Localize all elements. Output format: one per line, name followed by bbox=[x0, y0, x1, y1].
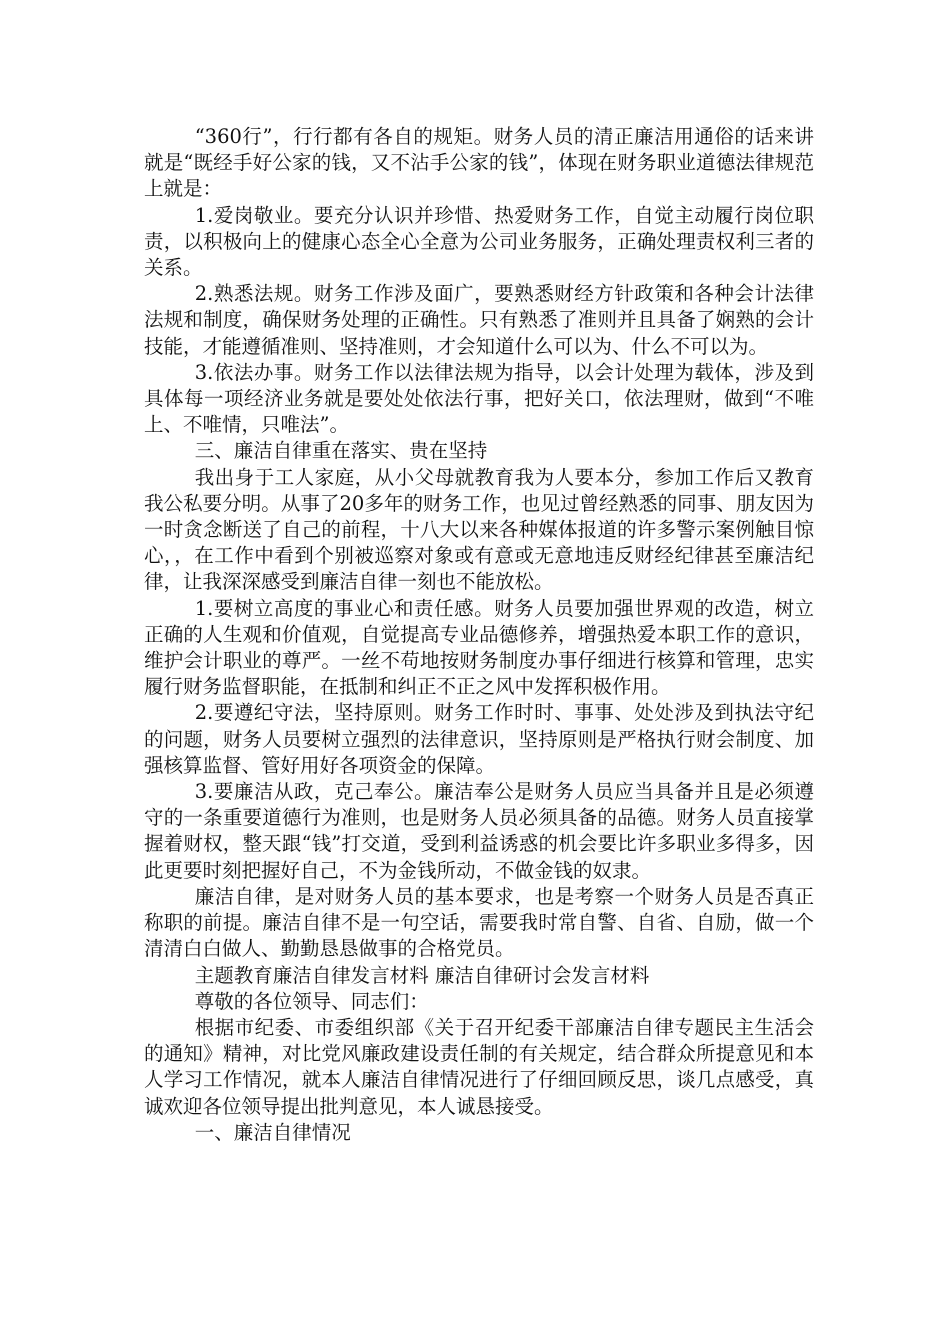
paragraph-opening: 根据市纪委、市委组织部《关于召开纪委干部廉洁自律专题民主生活会的通知》精神，对比党风廉政建设责任制的有关规定，结合群众所提意见和本人学习工作情况，就本人廉洁自律情况进行了仔细回顾反思，谈几点感受，真诚欢迎各位领导提出批判意见，本人诚恳接受。 bbox=[144, 1015, 814, 1118]
paragraph-point-1-responsibility: 1.要树立高度的事业心和责任感。财务人员要加强世界观的改造，树立正确的人生观和价值观，自觉提高专业品德修养，增强热爱本职工作的意识，维护会计职业的尊严。一丝不苟地按财务制度办事仔细进行核算和管理，忠实履行财务监督职能，在抵制和纠正不正之风中发挥积极作用。 bbox=[144, 596, 814, 699]
section-heading-one: 一、廉洁自律情况 bbox=[194, 1120, 351, 1144]
paragraph-item-1-dedication: 1.爱岗敬业。要充分认识并珍惜、热爱财务工作，自觉主动履行岗位职责，以积极向上的健康心态全心全意为公司业务服务，正确处理责权利三者的关系。 bbox=[144, 203, 814, 280]
new-document-title: 主题教育廉洁自律发言材料 廉洁自律研讨会发言材料 bbox=[194, 963, 650, 987]
paragraph-point-3-integrity: 3.要廉洁从政，克己奉公。廉洁奉公是财务人员应当具备并且是必须遵守的一条重要道德行为准则，也是财务人员必须具备的品德。财务人员直接掌握着财权，整天跟“钱”打交道，受到利益诱惑的机会要比许多职业多得多，因此更要时刻把握好自己，不为金钱所动，不做金钱的奴隶。 bbox=[144, 780, 814, 882]
paragraph-item-2-regulations: 2.熟悉法规。财务工作涉及面广，要熟悉财经方针政策和各种会计法律法规和制度，确保财务处理的正确性。只有熟悉了准则并且具备了娴熟的会计技能，才能遵循准则、坚持准则，才会知道什么可以为、什么不可以为。 bbox=[144, 282, 814, 358]
paragraph-personal-background: 我出身于工人家庭，从小父母就教育我为人要本分，参加工作后又教育我公私要分明。从事了20多年的财务工作，也见过曾经熟悉的同事、朋友因为一时贪念断送了自己的前程，十八大以来各种媒体报道的许多警示案例触目惊心，，在工作中看到个别被巡察对象或有意或无意地违反财经纪律甚至廉洁纪律，让我深深感受到廉洁自律一刻也不能放松。 bbox=[144, 465, 814, 594]
document-body bbox=[144, 124, 814, 1146]
salutation: 尊敬的各位领导、同志们： bbox=[194, 989, 429, 1013]
paragraph-conclusion: 廉洁自律，是对财务人员的基本要求，也是考察一个财务人员是否真正称职的前提。廉洁自律不是一句空话，需要我时常自警、自省、自励，做一个清清白白做人、勤勤恳恳做事的合格党员。 bbox=[144, 884, 814, 961]
paragraph-point-2-discipline: 2.要遵纪守法，坚持原则。财务工作时时、事事、处处涉及到执法守纪的问题，财务人员要树立强烈的法律意识，坚持原则是严格执行财会制度、加强核算监督、管好用好各项资金的保障。 bbox=[144, 701, 814, 777]
paragraph-item-3-lawful: 3.依法办事。财务工作以法律法规为指导，以会计处理为载体，涉及到具体每一项经济业务就是要处处依法行事，把好关口，依法理财，做到“不唯上、不唯情，只唯法”。 bbox=[144, 360, 814, 437]
section-heading-three: 三、廉洁自律重在落实、贵在坚持 bbox=[194, 439, 488, 463]
paragraph-intro: “360行”，行行都有各自的规矩。财务人员的清正廉洁用通俗的话来讲就是“既经手好公家的钱，又不沾手公家的钱”，体现在财务职业道德法律规范上就是： bbox=[144, 125, 814, 201]
